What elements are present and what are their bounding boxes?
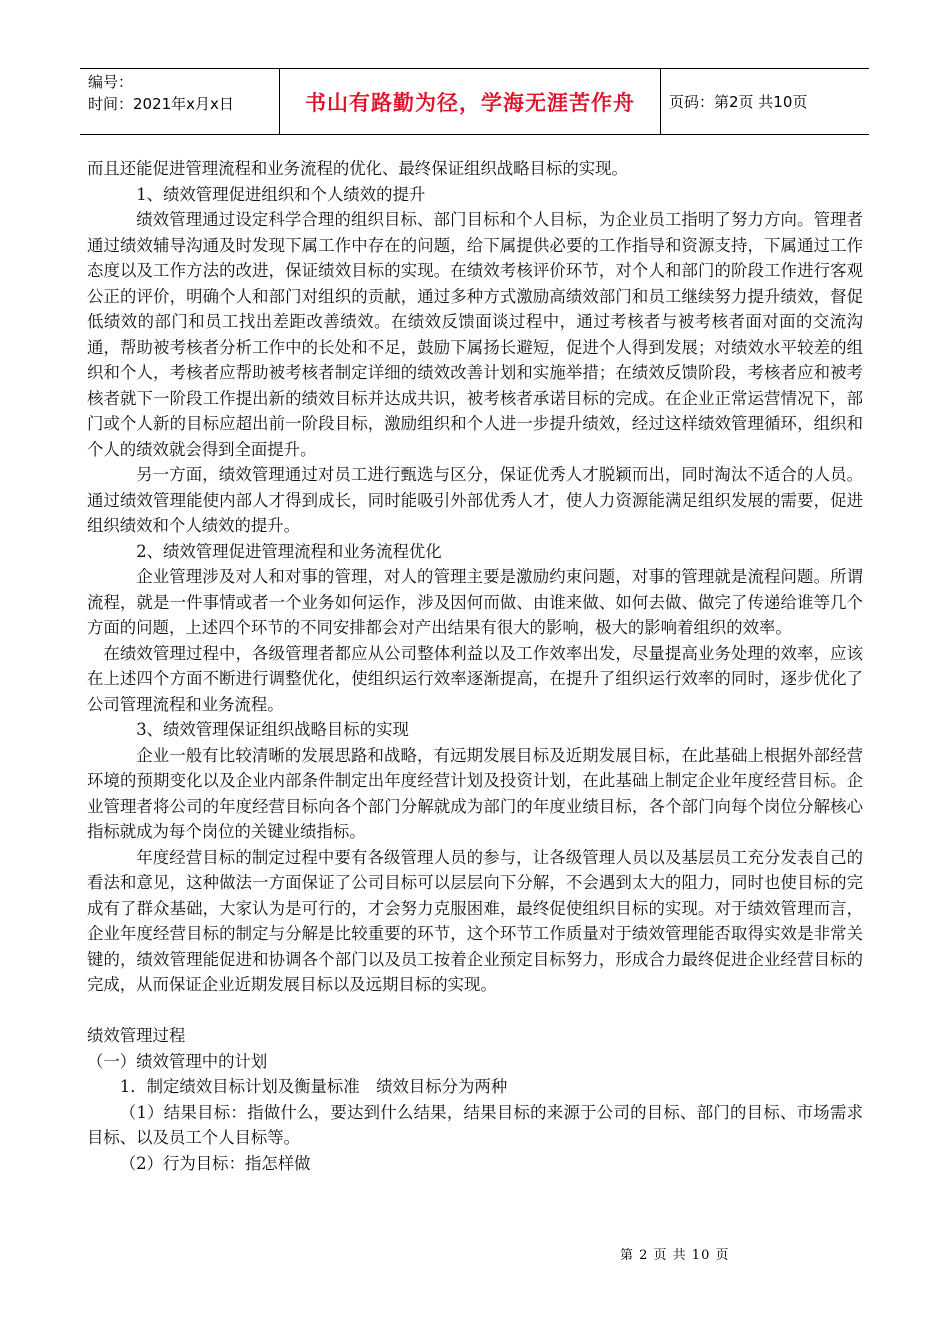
section-title: 绩效管理过程	[87, 1026, 186, 1045]
header-meta	[80, 69, 280, 134]
section-heading: 2、绩效管理促进管理流程和业务流程优化	[136, 541, 442, 561]
section-heading: 1、绩效管理促进组织和个人绩效的提升	[136, 184, 426, 204]
paragraph: 而且还能促进管理流程和业务流程的优化、最终保证组织战略目标的实现。	[87, 159, 628, 178]
paragraph: 企业一般有比较清晰的发展思路和战略，有远期发展目标及近期发展目标，在此基础上根据外部经营环境的预期变化以及企业内部条件制定出年度经营计划及投资计划，在此基础上制定企业年度经营目标。企业管理者将公司的年度经营目标向各个部门分解就成为部门的年度业绩目标，各个部门向每个岗位分解核心指标就成为每个岗位的关键业绩指标。	[87, 745, 863, 841]
list-item: （1）结果目标：指做什么，要达到什么结果，结果目标的来源于公司的目标、部门的目标、市场需求目标、以及员工个人目标等。	[87, 1102, 863, 1147]
list-item: （2）行为目标：指怎样做	[119, 1153, 311, 1173]
header-motto: 书山有路勤为径，学海无涯苦作舟	[280, 69, 661, 134]
paragraph: 在绩效管理过程中，各级管理者都应从公司整体利益以及工作效率出发，尽量提高业务处理的效率，应该在上述四个方面不断进行调整优化，使组织运行效率逐渐提高，在提升了组织运行效率的同时，逐步优化了公司管理流程和业务流程。	[87, 643, 863, 714]
section-heading: 3、绩效管理保证组织战略目标的实现	[136, 720, 409, 739]
paragraph: 年度经营目标的制定过程中要有各级管理人员的参与，让各级管理人员以及基层员工充分发表自己的看法和意见，这种做法一方面保证了公司目标可以层层向下分解，不会遇到太大的阻力，同时也使目标的完成有了群众基础，大家认为是可行的，才会努力克服困难，最终促使组织目标的实现。对于绩效管理而言，企业年度经营目标的制定与分解是比较重要的环节，这个环节工作质量对于绩效管理能否取得实效是非常关键的，绩效管理能促进和协调各个部门以及员工按着企业预定目标努力，形成合力最终促进企业经营目标的完成，从而保证企业近期发展目标以及远期目标的实现。	[87, 847, 863, 994]
document-time-label: 时间：2021年x月x日	[88, 95, 234, 113]
document-body	[87, 156, 863, 1176]
paragraph: 另一方面，绩效管理通过对员工进行甄选与区分，保证优秀人才脱颖而出，同时淘汰不适合的人员。通过绩效管理能使内部人才得到成长，同时能吸引外部优秀人才，使人力资源能满足组织发展的需要，促进组织绩效和个人绩效的提升。	[87, 465, 863, 535]
paragraph: 绩效管理通过设定科学合理的组织目标、部门目标和个人目标，为企业员工指明了努力方向。管理者通过绩效辅导沟通及时发现下属工作中存在的问题，给下属提供必要的工作指导和资源支持，下属通过工作态度以及工作方法的改进，保证绩效目标的实现。在绩效考核评价环节，对个人和部门的阶段工作进行客观公正的评价，明确个人和部门对组织的贡献，通过多种方式激励高绩效部门和员工继续努力提升绩效，督促低绩效的部门和员工找出差距改善绩效。在绩效反馈面谈过程中，通过考核者与被考核者面对面的交流沟通，帮助被考核者分析工作中的长处和不足，鼓励下属扬长避短，促进个人得到发展；对绩效水平较差的组织和个人，考核者应帮助被考核者制定详细的绩效改善计划和实施举措；在绩效反馈阶段，考核者应和被考核者就下一阶段工作提出新的绩效目标并达成共识，被考核者承诺目标的完成。在企业正常运营情况下，部门或个人新的目标应超出前一阶段目标，激励组织和个人进一步提升绩效，经过这样绩效管理循环，组织和个人的绩效就会得到全面提升。	[87, 210, 863, 459]
document-number-label: 编号：	[88, 73, 134, 91]
spacer	[87, 998, 863, 1024]
list-heading: 1．制定绩效目标计划及衡量标准 绩效目标分为两种	[119, 1077, 508, 1096]
paragraph: 企业管理涉及对人和对事的管理，对人的管理主要是激励约束问题，对事的管理就是流程问题。所谓流程，就是一件事情或者一个业务如何运作，涉及因何而做、由谁来做、如何去做、做完了传递给谁等几个方面的问题，上述四个环节的不同安排都会对产出结果有很大的影响，极大的影响着组织的效率。	[87, 567, 863, 637]
header-page-label: 页码：第2页 共10页	[669, 93, 808, 111]
page-footer: 第 2 页 共 10 页	[620, 1248, 730, 1263]
subsection-title: （一）绩效管理中的计划	[87, 1051, 268, 1071]
page-header	[80, 68, 869, 135]
